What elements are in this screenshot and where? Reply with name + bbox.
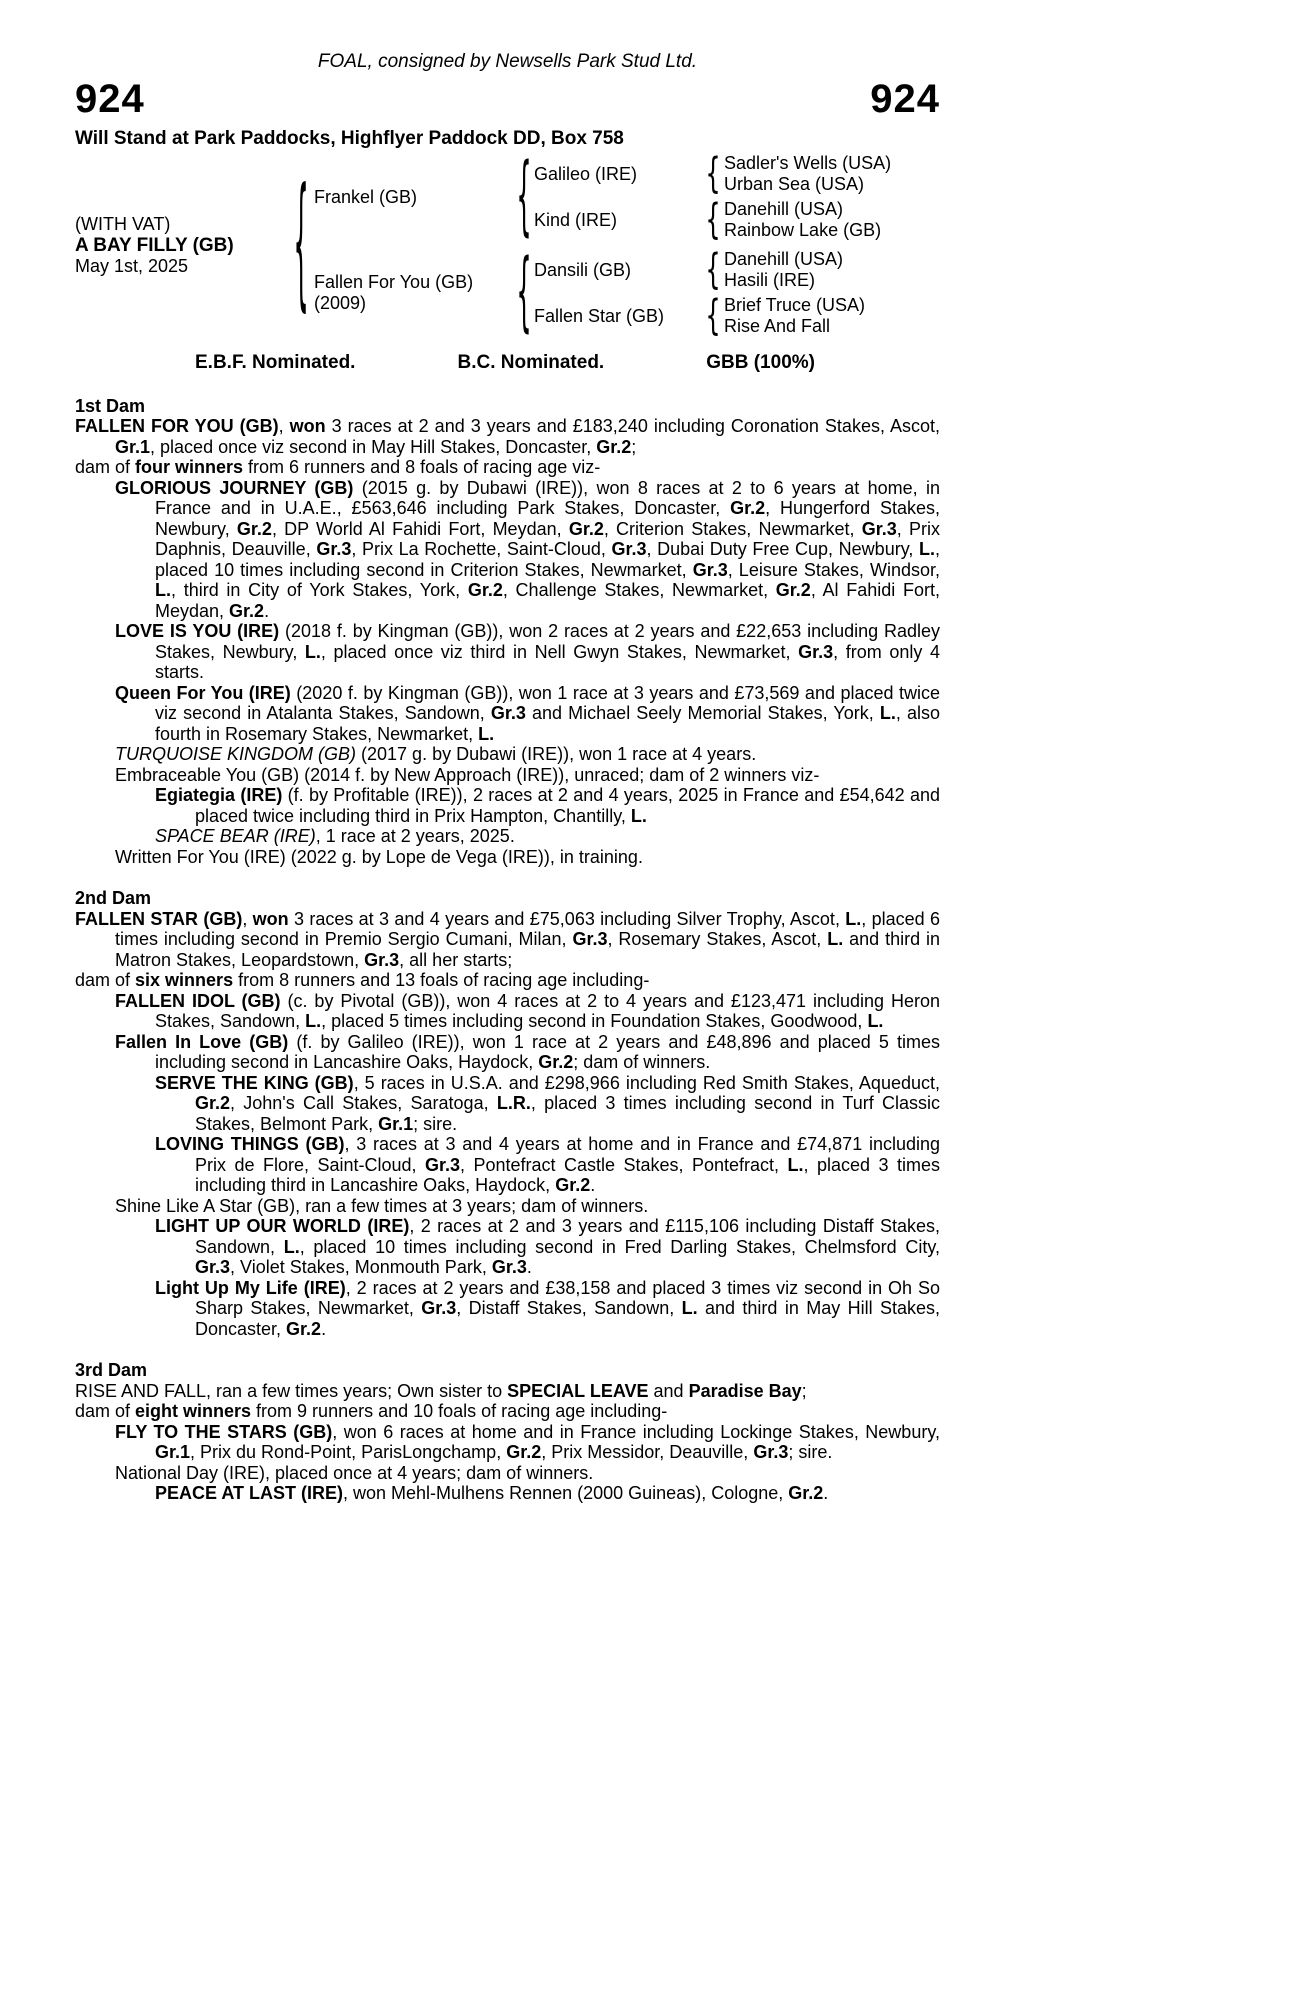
bold-text-run: Light Up My Life (IRE)	[155, 1277, 346, 1298]
bold-text-run: Gr.3	[316, 539, 352, 559]
section-heading: 2nd Dam	[75, 888, 152, 908]
text-run: , DP World Al Fahidi Fort, Meydan,	[271, 518, 569, 539]
sire-dam-name: Kind (IRE)	[534, 209, 618, 230]
bold-text-run: FALLEN IDOL (GB)	[115, 990, 281, 1011]
bold-text-run: L.R.	[496, 1093, 531, 1113]
sire-dam-parents	[724, 199, 940, 241]
bold-text-run: L.	[879, 703, 896, 723]
pedigree-paragraph	[115, 744, 940, 765]
great-granddam-name: Rise And Fall	[724, 316, 831, 336]
text-run: , third in City of York Stakes, York,	[171, 580, 468, 600]
text-run: , Pontefract Castle Stakes, Pontefract,	[460, 1154, 788, 1175]
bold-text-run: L.	[867, 1011, 884, 1031]
nominations-row	[195, 353, 815, 374]
brace-glyph: {	[705, 148, 721, 198]
bold-text-run: FALLEN FOR YOU (GB)	[75, 416, 279, 436]
text-run: , placed once viz third in Nell Gwyn Stakes, Newmarket,	[320, 641, 799, 662]
text-run: 3 races at 2 and 3 years and £183,240 including Coronation Stakes, Ascot,	[325, 416, 940, 436]
text-run: dam of	[75, 1401, 136, 1421]
pedigree-paragraph	[115, 1196, 940, 1217]
text-run: , Prix du Rond-Point, ParisLongchamp,	[190, 1442, 507, 1462]
bold-text-run: Gr.1	[378, 1113, 414, 1134]
text-run: ;	[631, 436, 637, 457]
pedigree-paragraph	[115, 991, 940, 1032]
great-grandsire-name: Danehill (USA)	[724, 249, 844, 269]
dam-sections	[75, 396, 940, 1504]
great-grandsire-name: Sadler's Wells (USA)	[724, 153, 892, 173]
text-run: .	[590, 1175, 596, 1195]
section-heading: 1st Dam	[75, 395, 146, 416]
pedigree-tree	[314, 144, 940, 342]
text-run: and third in Matron Stakes, Leopardstown,	[115, 929, 941, 970]
text-run: ,	[242, 908, 253, 929]
sire-sire-parents	[724, 153, 940, 195]
pedigree-paragraph	[75, 1381, 940, 1402]
text-run: , from only 4 starts.	[155, 641, 940, 682]
foal-description: A BAY FILLY (GB)	[75, 234, 234, 256]
text-run: , all her starts;	[399, 949, 513, 970]
text-run: dam of	[75, 457, 136, 477]
bold-text-run: Fallen In Love (GB)	[115, 1031, 289, 1052]
text-run: (2018 f. by Kingman (GB)), won 2 races at 2 years and £22,653 including Radley Stakes, Newbury,	[155, 621, 940, 662]
bold-text-run: Gr.2	[195, 1093, 231, 1113]
sire-sire-group	[534, 148, 940, 198]
pedigree-paragraph	[115, 478, 940, 622]
bold-text-run: L.	[787, 1154, 804, 1175]
text-run: , Prix La Rochette, Saint-Cloud,	[351, 539, 612, 559]
pedigree-paragraph	[155, 1278, 940, 1340]
foal-info-block	[75, 214, 288, 277]
brace-glyph: {	[705, 244, 721, 294]
text-run: Embraceable You (GB) (2014 f. by New Approach (IRE)), unraced; dam of 2 winners viz-	[115, 764, 820, 785]
brace-glyph: {	[516, 144, 532, 246]
bold-text-run: Gr.2	[286, 1318, 322, 1339]
gbb-label: GBB (100%)	[706, 352, 815, 373]
text-run: .	[823, 1483, 829, 1503]
text-run: ; sire.	[788, 1442, 833, 1462]
text-run: , placed 6 times including second in Premio Sergio Cumani, Milan,	[115, 908, 940, 949]
bold-text-run: Gr.3	[421, 1298, 457, 1318]
pedigree-paragraph	[75, 1401, 940, 1422]
text-run: (f. by Galileo (IRE)), won 1 race at 2 years and £48,896 and placed 5 times including second in Lancashire Oaks, Haydock,	[155, 1031, 940, 1072]
bold-text-run: L.	[283, 1236, 300, 1257]
text-run: , Prix Daphnis, Deauville,	[155, 518, 940, 559]
pedigree-paragraph	[115, 847, 940, 868]
pedigree-paragraph	[155, 785, 940, 826]
bold-text-run: Gr.3	[195, 1257, 231, 1277]
bold-text-run: Gr.3	[491, 1257, 527, 1277]
text-run: .	[526, 1257, 532, 1277]
dam-half	[314, 240, 940, 342]
dam-sire-brace	[702, 244, 724, 294]
bold-text-run: L.	[845, 908, 862, 929]
text-run: , 3 races at 3 and 4 years at home and in France and £74,871 including Prix de Flore, Saint-Cloud,	[195, 1134, 940, 1175]
pedigree-paragraph	[75, 909, 940, 971]
dam-grandparents	[534, 244, 940, 340]
italic-text-run: TURQUOISE KINGDOM (GB)	[115, 744, 357, 764]
text-run: , 2 races at 2 years and £38,158 and placed 3 times viz second in Oh So Sharp Stakes, Newmarket,	[195, 1277, 940, 1318]
bold-text-run: L.	[630, 805, 647, 826]
text-run: , Leisure Stakes, Windsor,	[727, 559, 940, 580]
bold-text-run: LOVING THINGS (GB)	[155, 1134, 345, 1154]
pedigree-paragraph	[155, 1073, 940, 1135]
text-run: ;	[801, 1380, 807, 1401]
pedigree-paragraph	[115, 621, 940, 683]
sire-grandparents	[534, 148, 940, 244]
lot-number-left: 924	[75, 76, 145, 121]
bold-text-run: Gr.2	[236, 518, 272, 539]
italic-text-run: SPACE BEAR (IRE)	[155, 826, 316, 846]
bold-text-run: Gr.2	[467, 580, 503, 600]
text-run: .	[264, 600, 270, 621]
great-grandsire-name: Danehill (USA)	[724, 199, 844, 219]
bold-text-run: won	[252, 908, 289, 929]
bold-text-run: PEACE AT LAST (IRE)	[155, 1483, 343, 1503]
bold-text-run: Gr.3	[692, 559, 728, 580]
dam-dam-parents	[724, 295, 940, 337]
dam-section	[75, 1360, 940, 1504]
pedigree-paragraph	[75, 457, 940, 478]
text-run: , also fourth in Rosemary Stakes, Newmarket,	[155, 703, 940, 744]
bold-text-run: Gr.3	[572, 929, 608, 949]
sire-name: Frankel (GB)	[314, 186, 418, 207]
bold-text-run: Gr.1	[155, 1442, 191, 1462]
text-run: , Hungerford Stakes, Newbury,	[155, 498, 940, 539]
text-run: from 8 runners and 13 foals of racing age including-	[233, 970, 650, 990]
text-run: ; sire.	[413, 1113, 458, 1134]
stand-location-line: Will Stand at Park Paddocks, Highflyer Paddock DD, Box 758	[75, 127, 624, 149]
dam-dam-group	[534, 290, 940, 340]
bold-text-run: L.	[918, 539, 935, 559]
text-run: , won Mehl-Mulhens Rennen (2000 Guineas), Cologne,	[343, 1483, 789, 1503]
dam-name: Fallen For You (GB)	[314, 272, 474, 292]
dam-brace	[514, 240, 534, 342]
pedigree-paragraph	[155, 1483, 940, 1504]
bold-text-run: L.	[681, 1298, 698, 1318]
text-run: (2017 g. by Dubawi (IRE)), won 1 race at 4 years.	[356, 744, 757, 764]
sire-half	[314, 144, 940, 246]
text-run: (2015 g. by Dubawi (IRE)), won 8 races at 2 to 6 years at home, in France and in U.A.E., £563,646 including Park Stakes, Doncaster,	[155, 477, 940, 518]
bold-text-run: LIGHT UP OUR WORLD (IRE)	[155, 1216, 410, 1236]
great-granddam-name: Urban Sea (USA)	[724, 174, 865, 194]
bold-text-run: six winners	[135, 970, 234, 990]
pedigree-paragraph	[75, 970, 940, 991]
bold-text-run: GLORIOUS JOURNEY (GB)	[115, 477, 354, 498]
pedigree-paragraph	[115, 1422, 940, 1463]
text-run: Shine Like A Star (GB), ran a few times at 3 years; dam of winners.	[115, 1195, 649, 1216]
text-run: , Al Fahidi Fort, Meydan,	[155, 580, 940, 621]
text-run: , placed 3 times including third in Lancashire Oaks, Haydock,	[195, 1154, 941, 1195]
text-run: , placed 5 times including second in Foundation Stakes, Goodwood,	[321, 1011, 868, 1031]
pedigree-paragraph	[155, 1216, 940, 1278]
text-run: , Violet Stakes, Monmouth Park,	[230, 1257, 492, 1277]
text-run: , Dubai Duty Free Cup, Newbury,	[646, 539, 919, 559]
bold-text-run: L.	[155, 580, 171, 600]
dam-sire-name: Dansili (GB)	[534, 259, 632, 280]
sire-sire-name: Galileo (IRE)	[534, 163, 638, 184]
bc-nominated-label: B.C. Nominated.	[457, 352, 605, 373]
bold-text-run: L.	[304, 641, 321, 662]
consignor-line: FOAL, consigned by Newsells Park Stud Ltd.	[317, 51, 698, 72]
text-run: , placed 10 times including second in Criterion Stakes, Newmarket,	[155, 539, 940, 580]
text-run: and	[648, 1380, 689, 1401]
sire-sire-brace	[702, 148, 724, 198]
bold-text-run: FLY TO THE STARS (GB)	[115, 1421, 333, 1442]
text-run: and third in May Hill Stakes, Doncaster,	[195, 1298, 941, 1339]
text-run: from 6 runners and 8 foals of racing age viz-	[243, 457, 601, 477]
bold-text-run: Gr.2	[568, 518, 604, 539]
bold-text-run: Gr.2	[555, 1175, 591, 1195]
bold-text-run: four winners	[135, 457, 244, 477]
dam-cell	[314, 272, 514, 314]
text-run: ; dam of winners.	[573, 1052, 711, 1072]
bold-text-run: Gr.3	[364, 949, 400, 970]
bold-text-run: Queen For You (IRE)	[115, 682, 291, 703]
text-run: , 2 races at 2 and 3 years and £115,106 including Distaff Stakes, Sandown,	[195, 1216, 940, 1257]
dam-dam-name: Fallen Star (GB)	[534, 305, 665, 326]
text-run: , placed 3 times including second in Turf Classic Stakes, Belmont Park,	[195, 1093, 941, 1134]
bold-text-run: SERVE THE KING (GB)	[155, 1072, 354, 1093]
bold-text-run: L.	[478, 723, 495, 744]
text-run: dam of	[75, 970, 136, 990]
bold-text-run: Gr.3	[798, 641, 834, 662]
bold-text-run: Gr.2	[730, 498, 766, 518]
sire-dam-brace	[702, 194, 724, 244]
ebf-nominated-label: E.B.F. Nominated.	[195, 352, 356, 373]
bold-text-run: Gr.2	[596, 436, 632, 457]
text-run: , Prix Messidor, Deauville,	[541, 1442, 754, 1462]
vat-note: (WITH VAT)	[75, 213, 171, 234]
bold-text-run: Gr.3	[753, 1442, 789, 1462]
bold-text-run: Gr.2	[538, 1052, 574, 1072]
sire-dam-group	[534, 194, 940, 244]
text-run: , Criterion Stakes, Newmarket,	[603, 518, 862, 539]
text-run: (f. by Profitable (IRE)), 2 races at 2 and 4 years, 2025 in France and £54,642 and placed twice including third in Prix Hampton, Chantilly,	[195, 785, 940, 826]
bold-text-run: Gr.3	[611, 539, 647, 559]
bold-text-run: Paradise Bay	[688, 1380, 802, 1401]
great-grandsire-name: Brief Truce (USA)	[724, 295, 866, 315]
dam-dam-brace	[702, 290, 724, 340]
text-run: , placed once viz second in May Hill Stakes, Doncaster,	[150, 436, 597, 457]
pedigree-paragraph	[155, 1134, 940, 1196]
bold-text-run: Gr.2	[775, 580, 811, 600]
text-run: Written For You (IRE) (2022 g. by Lope de Vega (IRE)), in training.	[115, 846, 643, 867]
text-run: , Challenge Stakes, Newmarket,	[502, 580, 776, 600]
bold-text-run: Gr.3	[424, 1154, 461, 1175]
text-run: (c. by Pivotal (GB)), won 4 races at 2 to 4 years and £123,471 including Heron Stakes, Sandown,	[155, 990, 940, 1031]
pedigree-paragraph	[115, 683, 940, 745]
brace-glyph: {	[293, 158, 309, 326]
bold-text-run: Gr.3	[861, 518, 897, 539]
brace-glyph: {	[705, 194, 721, 244]
text-run: , placed 10 times including second in Fred Darling Stakes, Chelmsford City,	[299, 1236, 940, 1257]
main-brace	[288, 158, 314, 326]
bold-text-run: Gr.2	[229, 600, 265, 621]
pedigree-paragraph	[115, 1463, 940, 1484]
bold-text-run: Egiategia (IRE)	[155, 785, 283, 805]
bold-text-run: SPECIAL LEAVE	[507, 1380, 649, 1401]
text-run: .	[321, 1318, 327, 1339]
dam-year: (2009)	[314, 293, 367, 313]
text-run: and Michael Seely Memorial Stakes, York,	[525, 703, 880, 723]
great-granddam-name: Rainbow Lake (GB)	[724, 220, 882, 240]
text-run: from 9 runners and 10 foals of racing age including-	[251, 1401, 668, 1421]
pedigree-paragraph	[155, 826, 940, 847]
foal-date: May 1st, 2025	[75, 255, 189, 276]
text-run: , Rosemary Stakes, Ascot,	[607, 929, 828, 949]
great-granddam-name: Hasili (IRE)	[724, 270, 816, 290]
text-run: , 5 races in U.S.A. and £298,966 including Red Smith Stakes, Aqueduct,	[353, 1072, 940, 1093]
dam-section	[75, 888, 940, 1339]
bold-text-run: Gr.1	[115, 436, 151, 457]
bold-text-run: FALLEN STAR (GB)	[75, 908, 243, 929]
dam-sire-parents	[724, 249, 940, 291]
bold-text-run: eight winners	[135, 1401, 252, 1421]
lot-number-row	[75, 76, 940, 121]
pedigree-paragraph	[115, 765, 940, 786]
bold-text-run: Gr.2	[788, 1483, 824, 1503]
bold-text-run: L.	[827, 929, 844, 949]
sire-cell	[314, 187, 514, 208]
text-run: National Day (IRE), placed once at 4 years; dam of winners.	[115, 1462, 594, 1483]
section-heading: 3rd Dam	[75, 1360, 148, 1380]
text-run: , Distaff Stakes, Sandown,	[456, 1298, 682, 1318]
pedigree-paragraph	[115, 1032, 940, 1073]
text-run: 3 races at 3 and 4 years and £75,063 including Silver Trophy, Ascot,	[288, 908, 846, 929]
brace-glyph: {	[516, 240, 532, 342]
lot-number-right: 924	[870, 76, 940, 121]
pedigree-paragraph	[75, 416, 940, 457]
bold-text-run: L.	[305, 1011, 322, 1031]
dam-section	[75, 396, 940, 868]
text-run: ,	[278, 416, 290, 436]
text-run: , 1 race at 2 years, 2025.	[315, 826, 515, 846]
dam-sire-group	[534, 244, 940, 294]
bold-text-run: won	[289, 416, 326, 436]
bold-text-run: Gr.2	[506, 1442, 542, 1462]
sire-brace	[514, 144, 534, 246]
pedigree-chart	[75, 144, 940, 342]
brace-glyph: {	[705, 290, 721, 340]
text-run: RISE AND FALL, ran a few times years; Own sister to	[75, 1380, 508, 1401]
text-run: , John's Call Stakes, Saratoga,	[230, 1093, 497, 1113]
bold-text-run: Gr.3	[490, 703, 526, 723]
text-run: (2020 f. by Kingman (GB)), won 1 race at 3 years and £73,569 and placed twice viz second in Atalanta Stakes, Sandown,	[155, 682, 940, 723]
text-run: , won 6 races at home and in France including Lockinge Stakes, Newbury,	[332, 1421, 940, 1442]
bold-text-run: LOVE IS YOU (IRE)	[115, 621, 280, 641]
